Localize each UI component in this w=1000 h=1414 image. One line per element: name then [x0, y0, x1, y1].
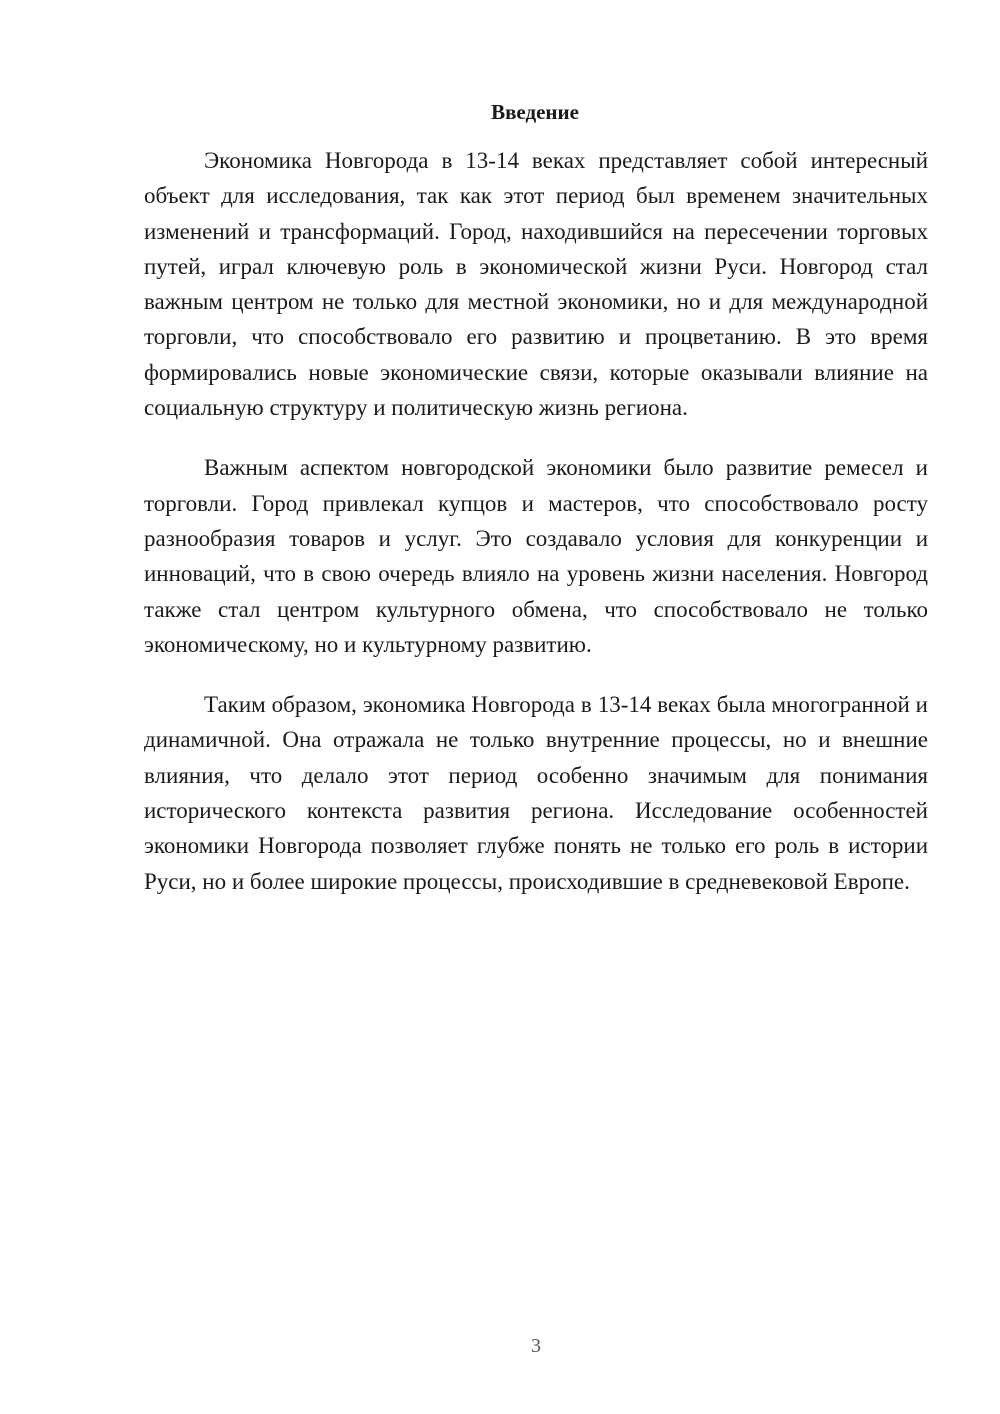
- paragraph: Экономика Новгорода в 13-14 веках представляет собой интересный объект для исследования, так как этот период был временем значительных изменений и трансформаций. Город, находившийся на пересечении торговых путей, играл ключевую роль в экономической жизни Руси. Новгород стал важным центром не только для местной экономики, но и для международной торговли, что способствовало его развитию и процветанию. В это время формировались новые экономические связи, которые оказывали влияние на социальную структуру и политическую жизнь региона.: [144, 148, 928, 421]
- body-text: [144, 143, 928, 924]
- paragraph: Таким образом, экономика Новгорода в 13-14 веках была многогранной и динамичной. Она отражала не только внутренние процессы, но и внешние влияния, что делало этот период особенно значимым для понимания исторического контекста развития региона. Исследование особенностей экономики Новгорода позволяет глубже понять не только его роль в истории Руси, но и более широкие процессы, происходившие в средневековой Европе.: [144, 692, 928, 894]
- page-number: 3: [531, 1335, 541, 1357]
- section-title: Введение: [491, 100, 579, 124]
- paragraph: Важным аспектом новгородской экономики было развитие ремесел и торговли. Город привлекал купцов и мастеров, что способствовало росту разнообразия товаров и услуг. Это создавало условия для конкуренции и инноваций, что в свою очередь влияло на уровень жизни населения. Новгород также стал центром культурного обмена, что способствовало не только экономическому, но и культурному развитию.: [144, 455, 928, 657]
